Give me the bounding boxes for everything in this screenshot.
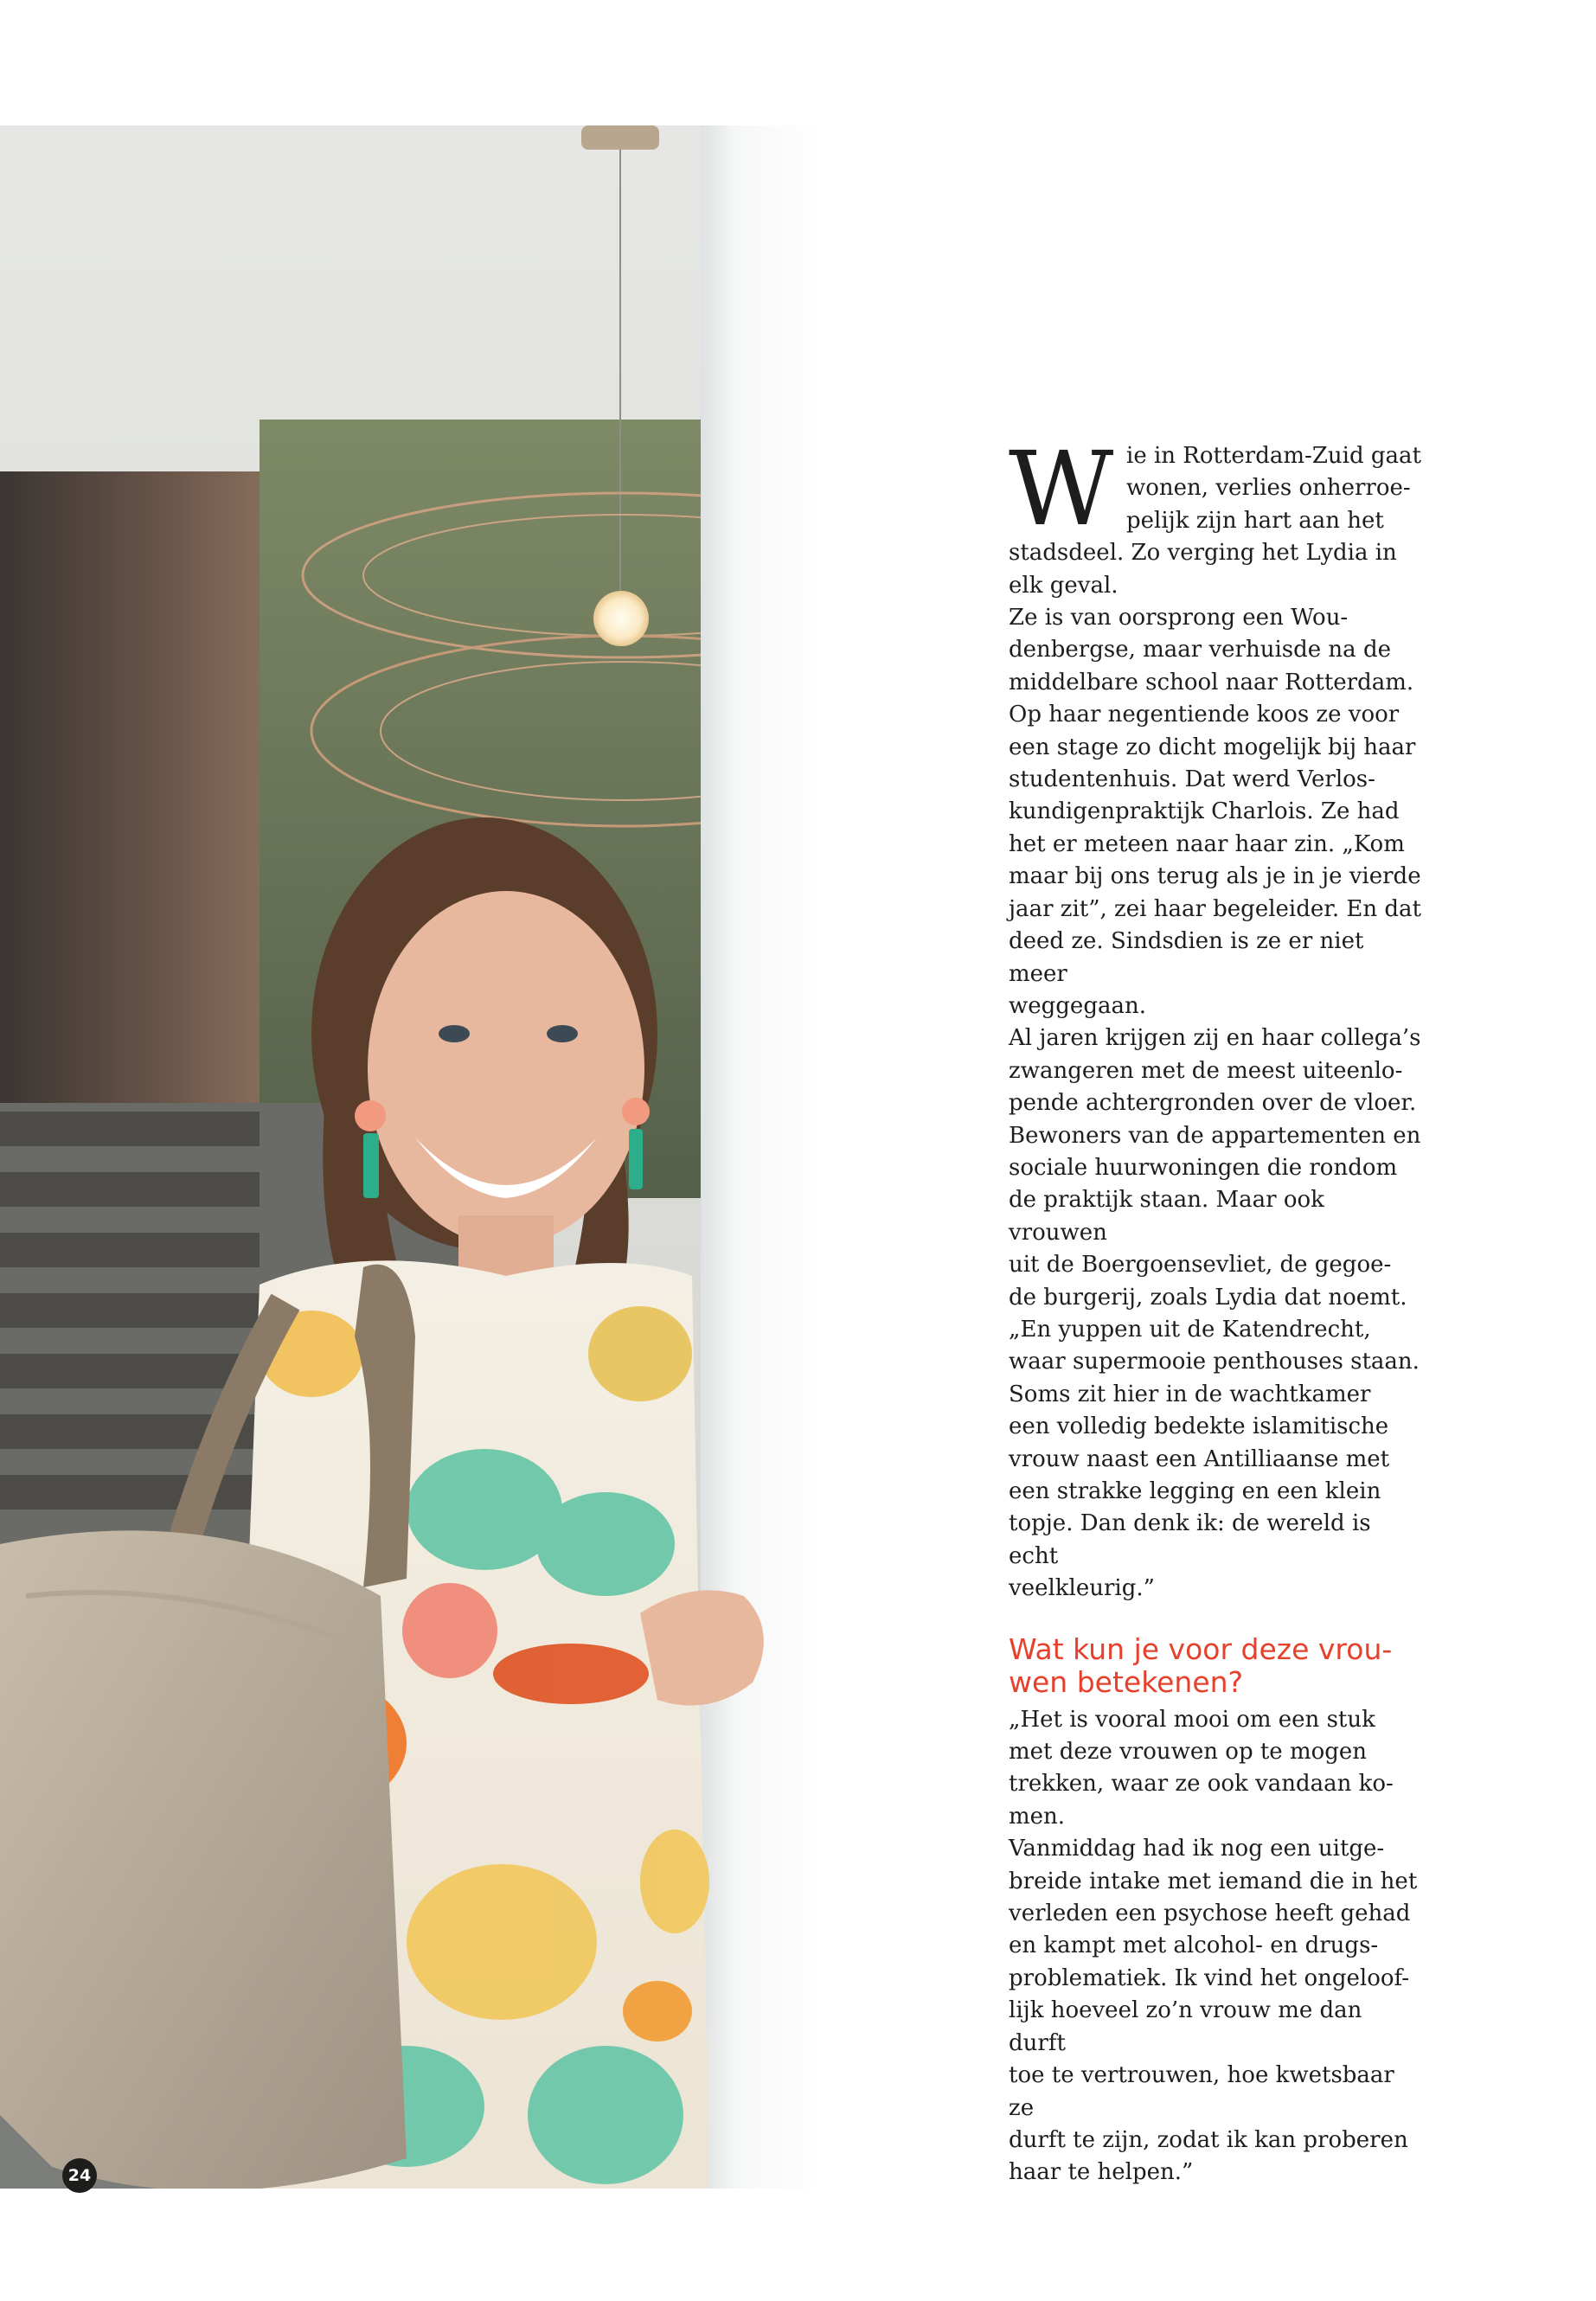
paragraph-2: Ze is van oorsprong een Wou- denbergse, maar verhuisde na de middelbare school naar Rotterdam. Op haar negentiende koos ze voor een stage zo dicht mogelijk bij haar studentenhuis. Dat werd Verlos- kundigenpraktijk Charlois. Ze had het er meteen naar haar zin. „Kom maar bij ons terug als je in je vierde jaar zit”, zei haar begeleider. En dat deed ze. Sindsdien is ze er niet meer weggegaan. [1009,605,1421,1019]
photo-image [0,125,822,2189]
intro-first-lines: ie in Rotterdam-Zuid gaat wonen, verlies onherroe- pelijk zijn hart aan het [1126,443,1421,534]
paragraph-3: Al jaren krijgen zij en haar collega’s zwangeren met de meest uiteenlo- pende achtergronden over de vloer. Bewoners van de appartementen en sociale huurwoningen die rondom de praktijk staan. Maar ook vrouwen uit de Boergoensevliet, de gegoe- de burgerij, zoals Lydia dat noemt. „En yuppen uit de Katendrecht, waar supermooie penthouses staan. Soms zit hier in de wachtkamer een volledig bedekte islamitische vrouw naast een Antilliaanse met een strakke legging en een klein topje. Dan denk ik: de wereld is echt veelkleurig.” [1009,1025,1421,1602]
article-body [1009,429,1424,2189]
paragraph-4: „Het is vooral mooi om een stuk met deze vrouwen op te mogen trekken, waar ze ook vandaan ko- men. [1009,1706,1394,1830]
paragraph-5: Vanmiddag had ik nog een uitge- breide intake met iemand die in het verleden een psychose heeft gehad en kampt met alcohol- en drugs- problematiek. Ik vind het ongeloof- lijk hoeveel zo’n vrouw me dan durft toe te vertrouwen, hoe kwetsbaar ze durft te zijn, zodat ik kan proberen haar te helpen.” [1009,1836,1418,2186]
portrait-photo [0,125,822,2189]
drop-cap: W [1009,429,1114,548]
page-number: 24 [62,2158,97,2193]
intro-rest: stadsdeel. Zo verging het Lydia in elk geval. [1009,540,1397,599]
intro-paragraph [1009,429,1424,548]
section-heading: Wat kun je voor deze vrou- wen betekenen? [1009,1631,1393,1699]
